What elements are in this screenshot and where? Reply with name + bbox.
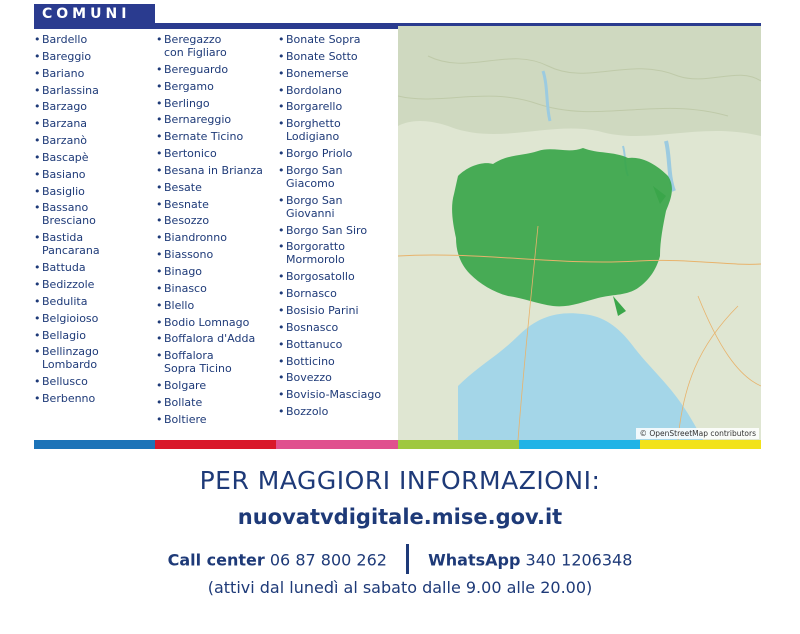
comune-item: • Bordolano xyxy=(278,84,396,97)
comune-item: • Borgo Priolo xyxy=(278,147,396,160)
comune-item: • Borgarello xyxy=(278,100,396,113)
comune-item: • Bolgare xyxy=(156,379,276,392)
comune-item: • Barzana xyxy=(34,117,154,130)
comune-item: • Boltiere xyxy=(156,413,276,426)
comune-item: • Bascapè xyxy=(34,151,154,164)
opening-hours: (attivi dal lunedì al sabato dalle 9.00 alle 20.00) xyxy=(207,578,593,597)
comune-item: • Bellusco xyxy=(34,375,154,388)
comune-item: • Bellagio xyxy=(34,329,154,342)
comune-item: • Barzago xyxy=(34,100,154,113)
comune-item: • Berbenno xyxy=(34,392,154,405)
comuni-column-2 xyxy=(156,33,276,430)
comune-item: • Bovezzo xyxy=(278,371,396,384)
stripe-segment xyxy=(155,440,276,449)
comune-item: • Biassono xyxy=(156,248,276,261)
comune-item: • Bassano Bresciano xyxy=(34,201,154,227)
comune-item: • Bonemerse xyxy=(278,67,396,80)
more-info-heading: PER MAGGIORI INFORMAZIONI: xyxy=(199,466,601,495)
comune-item: • Bosnasco xyxy=(278,321,396,334)
comune-item: • Besate xyxy=(156,181,276,194)
comune-item: • Besana in Brianza xyxy=(156,164,276,177)
comuni-column-1 xyxy=(34,33,154,409)
comune-item: • Bernate Ticino xyxy=(156,130,276,143)
comune-item: • Bariano xyxy=(34,67,154,80)
comune-item: • Bedulita xyxy=(34,295,154,308)
map-attribution: © OpenStreetMap contributors xyxy=(636,428,759,439)
section-title: COMUNI xyxy=(34,4,155,24)
comune-item: • Besnate xyxy=(156,198,276,211)
comune-item: • Bernareggio xyxy=(156,113,276,126)
comune-item: • Botticino xyxy=(278,355,396,368)
comuni-column-3 xyxy=(278,33,396,422)
comune-item: • Bardello xyxy=(34,33,154,46)
comune-item: • Borgo San Giacomo xyxy=(278,164,396,190)
comune-item: • Bereguardo xyxy=(156,63,276,76)
contact-line xyxy=(0,546,800,576)
comune-item: • Bergamo xyxy=(156,80,276,93)
comune-item: • Boffalora Sopra Ticino xyxy=(156,349,276,375)
comune-item: • Borgoratto Mormorolo xyxy=(278,240,396,266)
comune-item: • Battuda xyxy=(34,261,154,274)
call-center-number[interactable]: 06 87 800 262 xyxy=(269,550,387,570)
map-image xyxy=(398,26,761,440)
comune-item: • Bertonico xyxy=(156,147,276,160)
comune-item: • Barlassina xyxy=(34,84,154,97)
stripe-segment xyxy=(34,440,155,449)
stripe-segment xyxy=(398,440,519,449)
comune-item: • Bollate xyxy=(156,396,276,409)
comune-item: • Berlingo xyxy=(156,97,276,110)
comune-item: • Borgo San Siro xyxy=(278,224,396,237)
call-center-label: Call center xyxy=(167,550,265,570)
comune-item: • Boffalora d'Adda xyxy=(156,332,276,345)
comune-item: • Binago xyxy=(156,265,276,278)
comune-item: • Bareggio xyxy=(34,50,154,63)
comune-item: • Biandronno xyxy=(156,231,276,244)
comune-item: • Blello xyxy=(156,299,276,312)
comune-item: • Bonate Sotto xyxy=(278,50,396,63)
comune-item: • Besozzo xyxy=(156,214,276,227)
comune-item: • Belgioioso xyxy=(34,312,154,325)
comune-item: • Bodio Lomnago xyxy=(156,316,276,329)
stripe-segment xyxy=(276,440,397,449)
comune-item: • Borgo San Giovanni xyxy=(278,194,396,220)
stripe-segment xyxy=(519,440,640,449)
comune-item: • Borghetto Lodigiano xyxy=(278,117,396,143)
comune-item: • Bastida Pancarana xyxy=(34,231,154,257)
color-stripe xyxy=(34,440,761,449)
contact-divider xyxy=(406,544,409,574)
comune-item: • Basiglio xyxy=(34,185,154,198)
website-link[interactable]: nuovatvdigitale.mise.gov.it xyxy=(237,505,563,529)
comune-item: • Basiano xyxy=(34,168,154,181)
comune-item: • Barzanò xyxy=(34,134,154,147)
comune-item: • Beregazzo con Figliaro xyxy=(156,33,276,59)
comune-item: • Bozzolo xyxy=(278,405,396,418)
comune-item: • Bovisio-Masciago xyxy=(278,388,396,401)
comune-item: • Bellinzago Lombardo xyxy=(34,345,154,371)
stripe-segment xyxy=(640,440,761,449)
comune-item: • Binasco xyxy=(156,282,276,295)
comune-item: • Bonate Sopra xyxy=(278,33,396,46)
whatsapp-number[interactable]: 340 1206348 xyxy=(525,550,633,570)
comune-item: • Bedizzole xyxy=(34,278,154,291)
comune-item: • Borgosatollo xyxy=(278,270,396,283)
comune-item: • Bosisio Parini xyxy=(278,304,396,317)
whatsapp-label: WhatsApp xyxy=(428,550,521,570)
comune-item: • Bottanuco xyxy=(278,338,396,351)
coverage-map xyxy=(398,26,761,440)
comune-item: • Bornasco xyxy=(278,287,396,300)
